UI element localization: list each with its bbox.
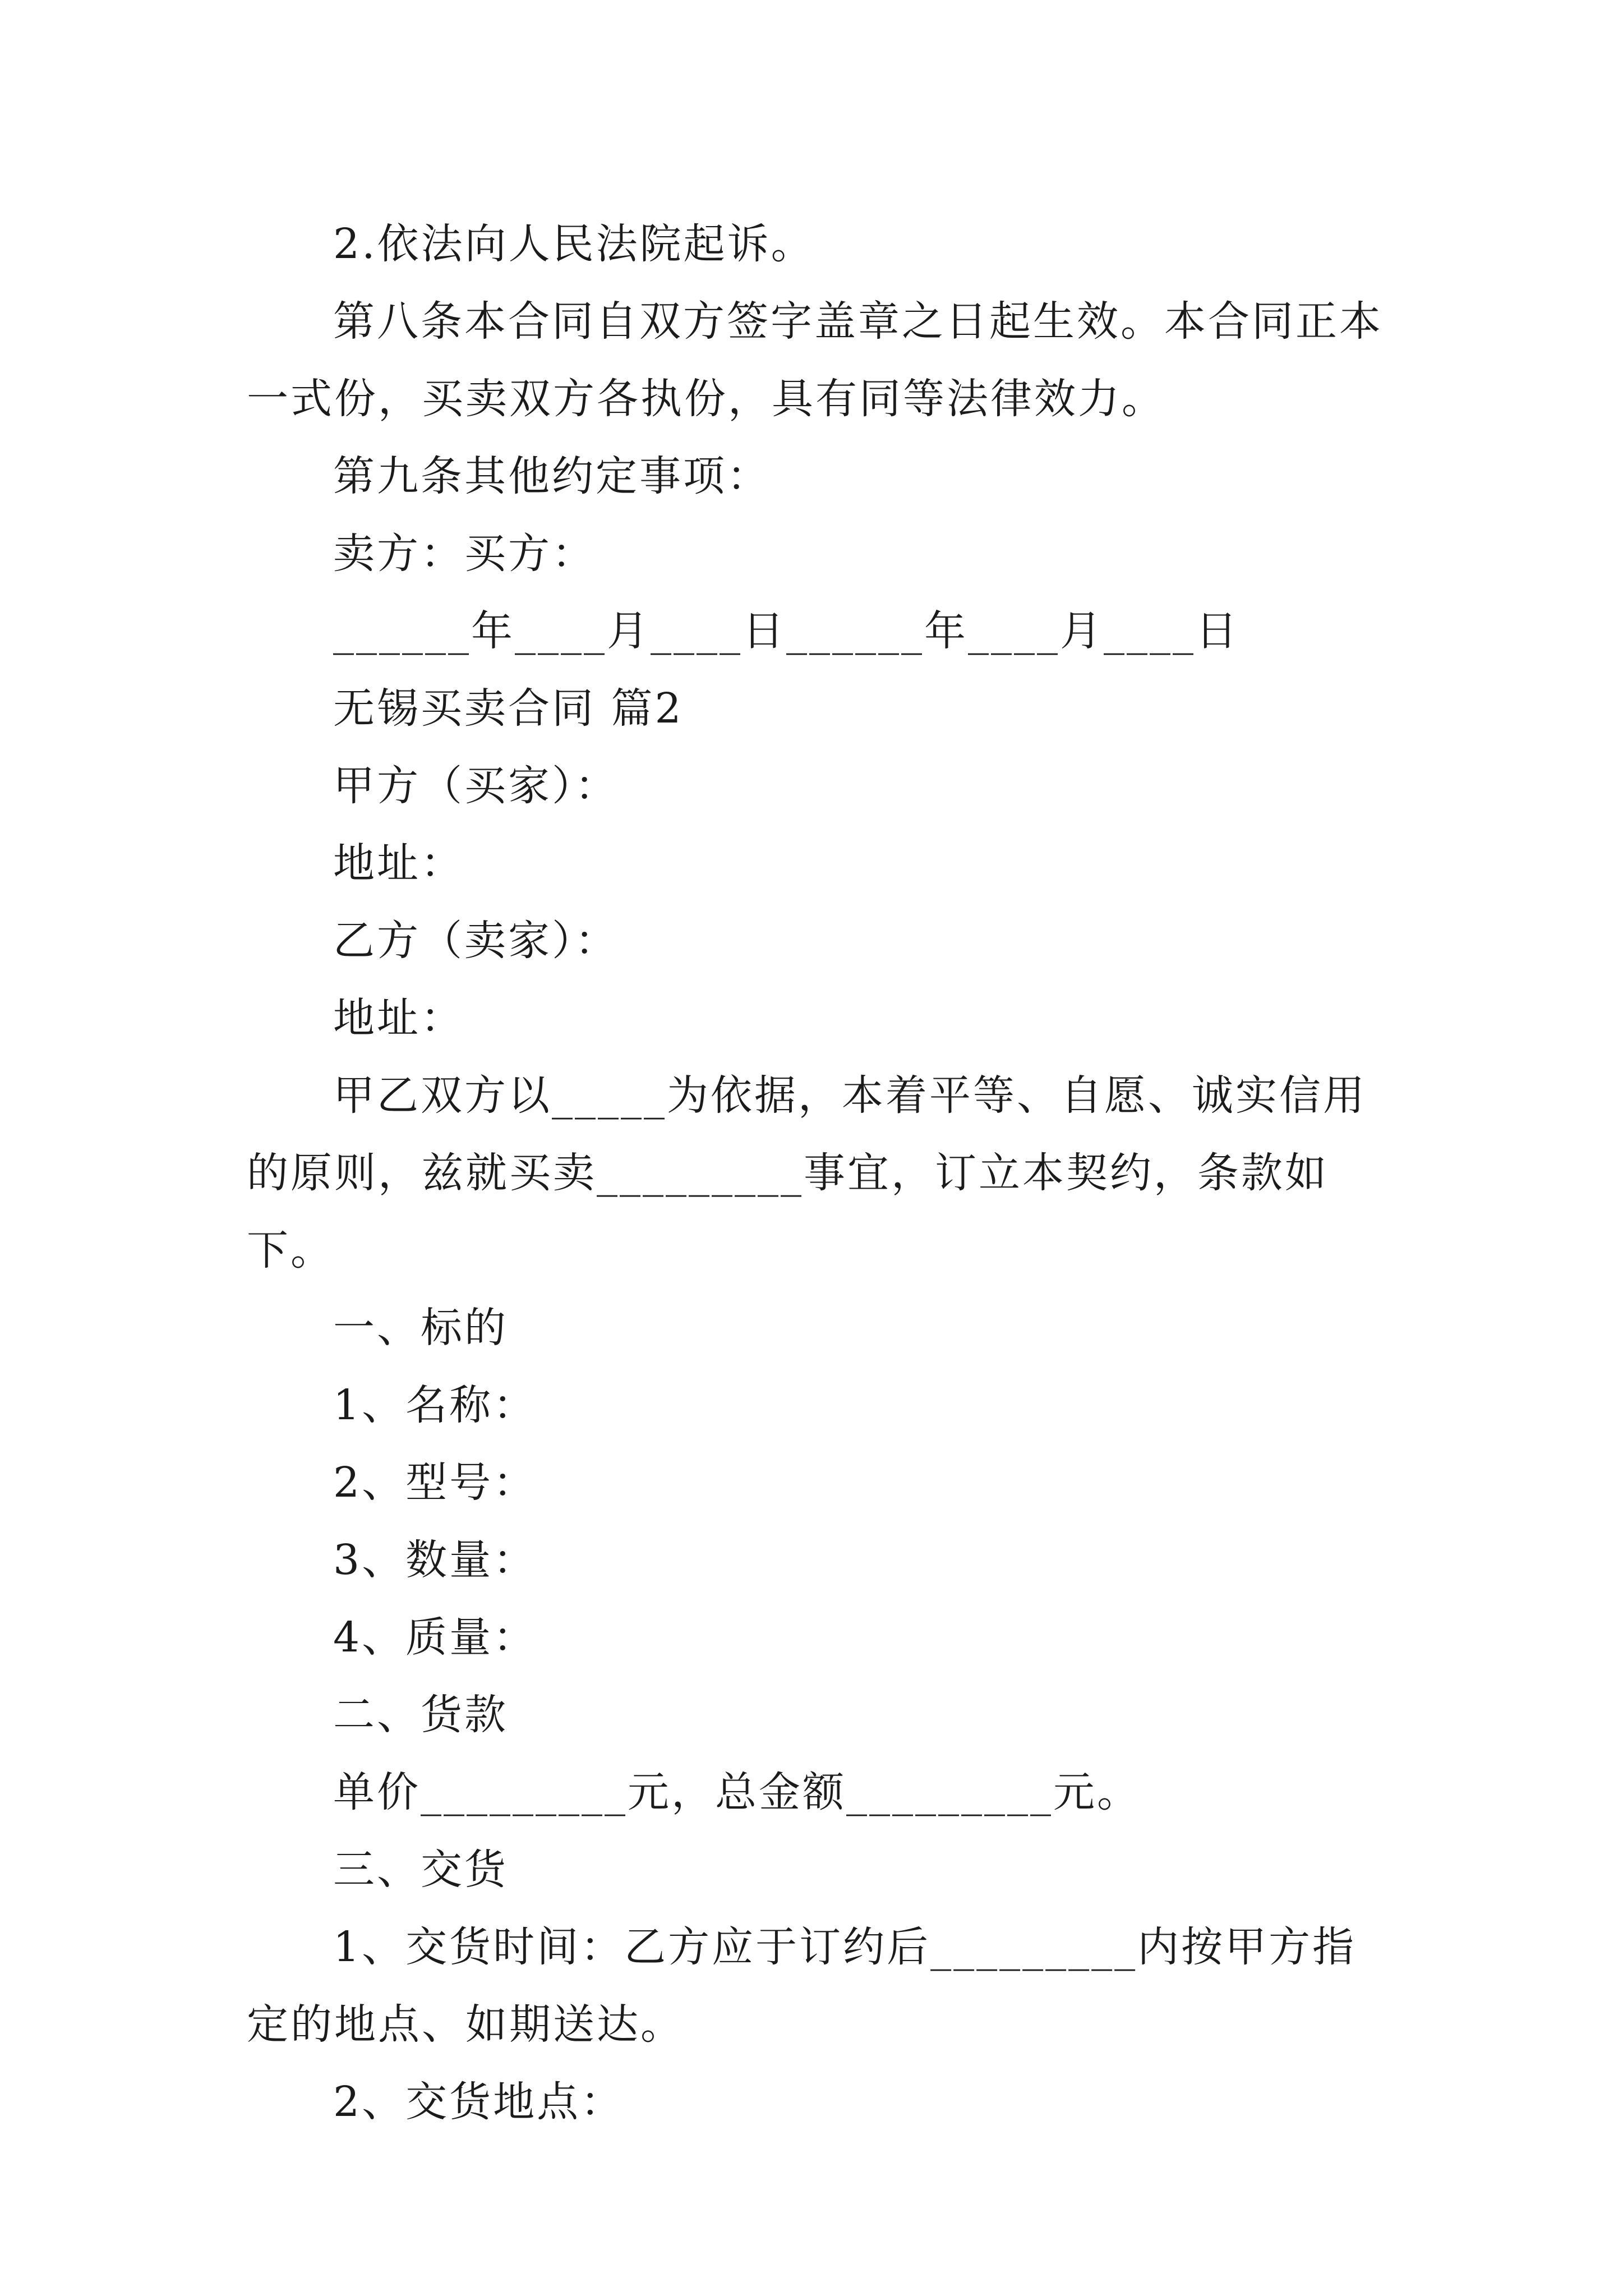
paragraph-signatories: 卖方：买方：: [333, 530, 596, 578]
heading-delivery: 三、交货: [333, 1846, 508, 1894]
item-delivery-location: 2、交货地点：: [333, 2078, 625, 2126]
paragraph-party-b-address: 地址：: [333, 994, 464, 1042]
item-name: 1、名称：: [333, 1381, 537, 1429]
item-quality: 4、质量：: [333, 1613, 537, 1662]
paragraph-preamble: 甲乙双方以_____为依据，本着平等、自愿、诚实信用的原则，兹就买卖_________事宜，订立本契约，条款如下。: [247, 1071, 1367, 1274]
item-quantity: 3、数量：: [333, 1536, 537, 1584]
paragraph-article-9: 第九条其他约定事项：: [333, 452, 771, 500]
section-title-contract-2: 无锡买卖合同 篇2: [333, 684, 684, 733]
paragraph-party-a-address: 地址：: [333, 839, 464, 887]
paragraph-party-a: 甲方（买家）：: [333, 762, 619, 810]
heading-payment: 二、货款: [333, 1691, 508, 1739]
heading-subject: 一、标的: [333, 1304, 508, 1352]
item-delivery-time: 1、交货时间：乙方应于订约后_________内按甲方指定的地点、如期送达。: [247, 1923, 1357, 2049]
paragraph-price: 单价_________元，总金额_________元。: [333, 1768, 1141, 1816]
paragraph-article-8: 第八条本合同自双方签字盖章之日起生效。本合同正本一式份，买卖双方各执份，具有同等法律效力。: [247, 297, 1383, 423]
item-model: 2、型号：: [333, 1458, 537, 1507]
paragraph-signing-dates: ______年____月____日______年____月____日: [333, 607, 1239, 655]
paragraph-party-b: 乙方（卖家）：: [333, 917, 619, 965]
document-body: [247, 205, 1391, 2141]
paragraph-litigation: 2.依法向人民法院起诉。: [333, 220, 815, 268]
